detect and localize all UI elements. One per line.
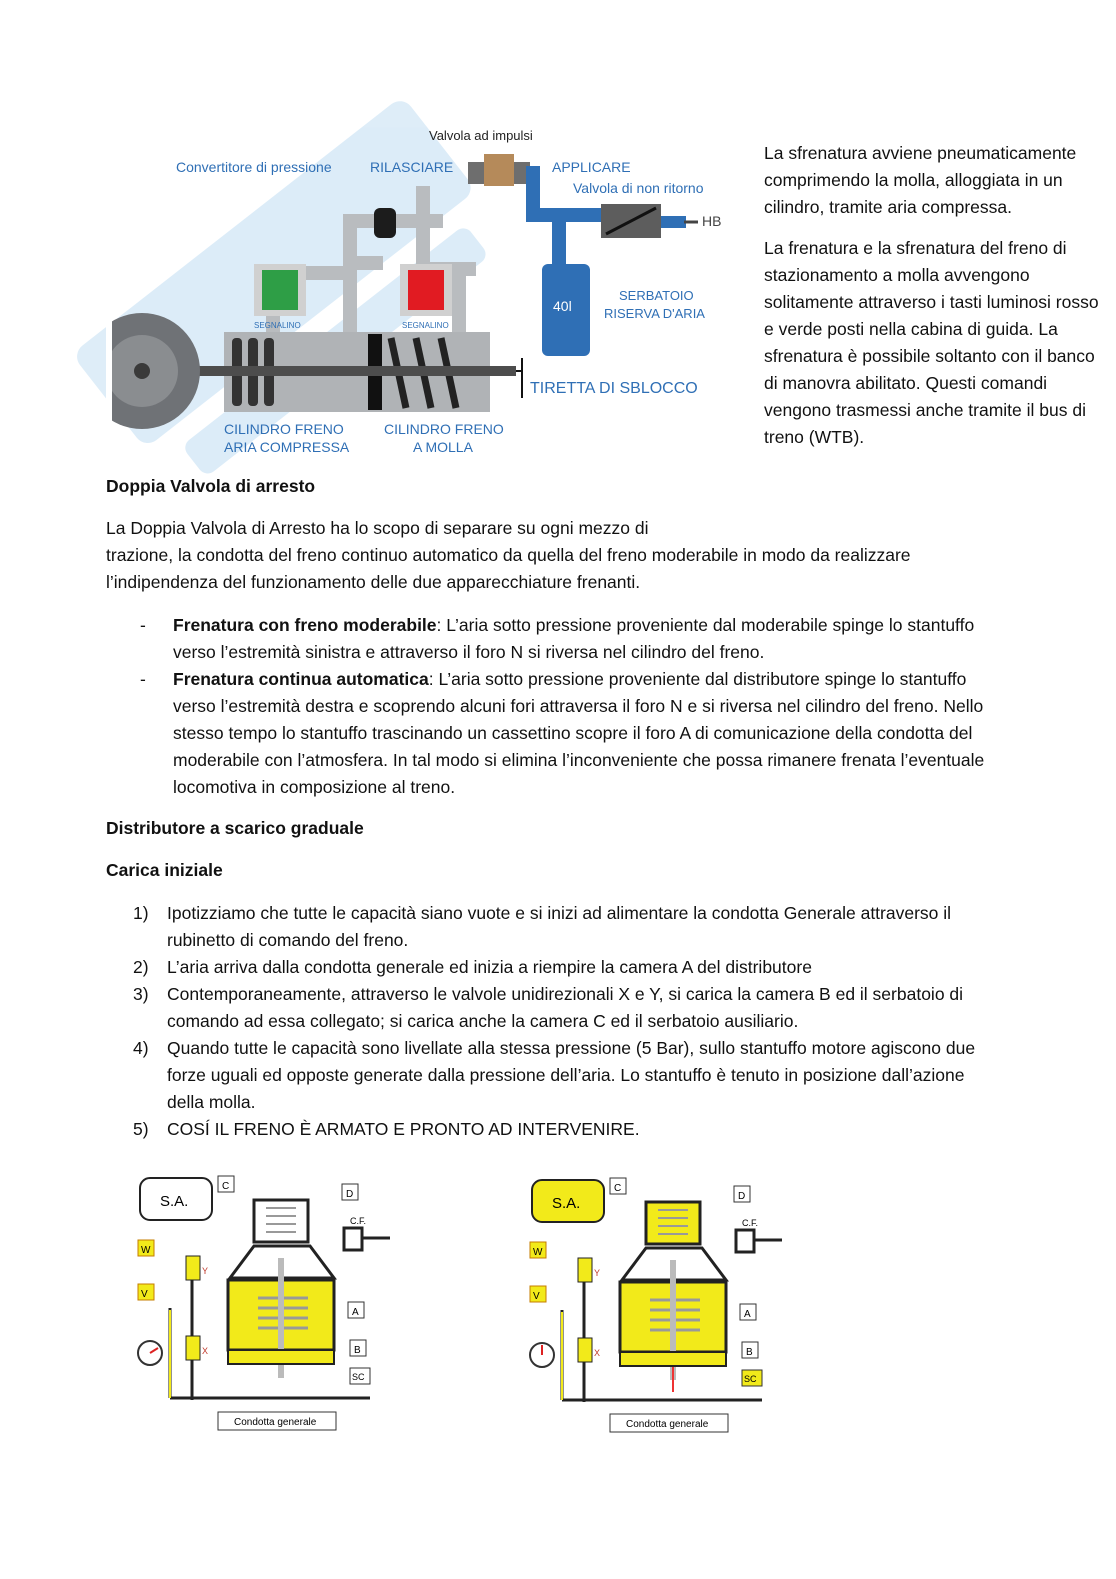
cyl-air-label-1: CILINDRO FRENO bbox=[224, 421, 344, 437]
signal-right: SEGNALINO bbox=[402, 321, 449, 330]
release-paragraph: La sfrenatura avviene pneumaticamente comprimendo la molla, alloggiata in un cilindro, tramite aria compressa. bbox=[764, 143, 1077, 217]
pulse-valve bbox=[484, 154, 514, 186]
bullet-title: Frenatura continua automatica bbox=[173, 669, 429, 689]
pressure-converter bbox=[374, 208, 396, 238]
list-item bbox=[106, 954, 1006, 981]
a-label: A bbox=[744, 1309, 751, 1320]
pipe-label: Condotta generale bbox=[626, 1419, 709, 1430]
converter-label: Convertitore di pressione bbox=[176, 159, 332, 175]
b-label: B bbox=[746, 1347, 753, 1358]
list-item bbox=[106, 1035, 1006, 1116]
bullet-list bbox=[106, 612, 1006, 801]
item-text: Ipotizziamo che tutte le capacità siano vuote e si inizi ad alimentare la condotta Generale attraverso il rubinetto di comando del freno. bbox=[167, 903, 952, 950]
list-item bbox=[106, 666, 1006, 801]
item-text: Quando tutte le capacità sono livellate alla stessa pressione (5 Bar), sullo stantuffo motore agiscono due forze uguali ed opposte generate dalla pressione dell’aria. Lo stantuffo è tenuto in posizione dall’azione della molla. bbox=[167, 1038, 976, 1112]
distributor-diagram-right bbox=[522, 1170, 792, 1440]
w-label: W bbox=[533, 1247, 543, 1258]
intro-line-3: l’indipendenza del funzionamento delle due apparecchiature frenanti. bbox=[106, 572, 641, 592]
sc-label: SC bbox=[352, 1372, 365, 1382]
cf-label: C.F. bbox=[742, 1218, 759, 1228]
intro-line-2: trazione, la condotta del freno continuo automatico da quella del freno moderabile in modo da realizzare bbox=[106, 545, 911, 565]
list-item bbox=[106, 612, 1006, 666]
bullet-text: : L’aria sotto pressione proveniente dal distributore spinge lo stantuffo verso l’estremità destra e scoprendo alcuni fori attraversa il foro N e si riversa nel cilindro del freno. Nello stesso tempo lo stantuffo trascinando un cassettino scopre il foro A di comunicazione della condotta del moderabile con l’atmosfera. In tal modo si elimina l’inconveniente che possa rimanere frenata l’eventuale locomotiva in composizione al treno. bbox=[173, 669, 985, 797]
list-item bbox=[106, 1116, 1006, 1143]
x-label: X bbox=[202, 1346, 209, 1356]
section-heading-double-valve: Doppia Valvola di arresto bbox=[106, 476, 316, 496]
spring-brake-diagram bbox=[106, 126, 746, 466]
item-text: COSÍ IL FRENO È ARMATO E PRONTO AD INTERVENIRE. bbox=[167, 1119, 640, 1139]
pipe-label: Condotta generale bbox=[234, 1417, 317, 1428]
y-label: Y bbox=[202, 1266, 209, 1276]
a-label: A bbox=[352, 1307, 359, 1318]
c-label: C bbox=[614, 1183, 622, 1194]
subheading-initial-charge: Carica iniziale bbox=[106, 860, 223, 880]
d-label: D bbox=[346, 1189, 354, 1200]
w-label: W bbox=[141, 1245, 151, 1256]
right-column-text bbox=[764, 140, 1099, 465]
tank-volume: 40l bbox=[553, 298, 572, 314]
cf-label: C.F. bbox=[350, 1216, 367, 1226]
release-label: RILASCIARE bbox=[370, 159, 454, 175]
item-number: 3) bbox=[133, 984, 149, 1004]
apply-label: APPLICARE bbox=[552, 159, 631, 175]
hb-label: HB bbox=[702, 213, 722, 229]
distributor-diagram-left bbox=[130, 1168, 400, 1438]
sa-label: S.A. bbox=[552, 1195, 581, 1212]
item-number: 1) bbox=[133, 903, 149, 923]
bullet-title: Frenatura con freno moderabile bbox=[173, 615, 437, 635]
d-label: D bbox=[738, 1191, 746, 1202]
tank-label-1: SERBATOIO bbox=[619, 288, 694, 303]
bullet-marker: - bbox=[140, 669, 146, 689]
list-item bbox=[106, 981, 1006, 1035]
intro-line-1: La Doppia Valvola di Arresto ha lo scopo di separare su ogni mezzo di bbox=[106, 518, 649, 538]
tank-label-2: RISERVA D'ARIA bbox=[604, 306, 705, 321]
cyl-air-label-2: ARIA COMPRESSA bbox=[224, 439, 350, 455]
item-text: Contemporaneamente, attraverso le valvole unidirezionali X e Y, si carica la camera B ed il serbatoio di comando ad essa collegato; si carica anche la camera C ed il serbatoio ausiliario. bbox=[167, 984, 964, 1031]
numbered-list bbox=[106, 900, 1006, 1143]
red-signal bbox=[408, 270, 444, 310]
bullet-marker: - bbox=[140, 615, 146, 635]
cyl-spring-label-2: A MOLLA bbox=[413, 439, 473, 455]
section-heading-distributor: Distributore a scarico graduale bbox=[106, 818, 364, 838]
signal-left: SEGNALINO bbox=[254, 321, 301, 330]
b-label: B bbox=[354, 1345, 361, 1356]
check-valve-label: Valvola di non ritorno bbox=[573, 180, 704, 196]
v-label: V bbox=[533, 1291, 540, 1302]
item-number: 4) bbox=[133, 1038, 149, 1058]
release-rod-label: TIRETTA DI SBLOCCO bbox=[530, 380, 698, 397]
green-signal bbox=[262, 270, 298, 310]
v-label: V bbox=[141, 1289, 148, 1300]
bullet-text: : L’aria sotto pressione proveniente dal moderabile spinge lo stantuffo verso l’estremità sinistra e attraverso il foro N si riversa nel cilindro del freno. bbox=[173, 615, 975, 662]
section1-intro bbox=[106, 515, 1006, 596]
sa-label: S.A. bbox=[160, 1193, 189, 1210]
x-label: X bbox=[594, 1348, 601, 1358]
y-label: Y bbox=[594, 1268, 601, 1278]
cyl-spring-label-1: CILINDRO FRENO bbox=[384, 421, 504, 437]
parking-brake-paragraph: La frenatura e la sfrenatura del freno di stazionamento a molla avvengono solitamente attraverso i tasti luminosi rosso e verde posti nella cabina di guida. La sfrenatura è possibile soltanto con il banco di manovra abilitato. Questi comandi vengono trasmessi anche tramite il bus di treno (WTB). bbox=[764, 238, 1099, 447]
item-number: 2) bbox=[133, 957, 149, 977]
pulse-valve-label: Valvola ad impulsi bbox=[429, 128, 533, 143]
item-text: L’aria arriva dalla condotta generale ed inizia a riempire la camera A del distributore bbox=[167, 957, 812, 977]
c-label: C bbox=[222, 1181, 230, 1192]
item-number: 5) bbox=[133, 1119, 149, 1139]
sc-label: SC bbox=[744, 1374, 757, 1384]
list-item bbox=[106, 900, 1006, 954]
